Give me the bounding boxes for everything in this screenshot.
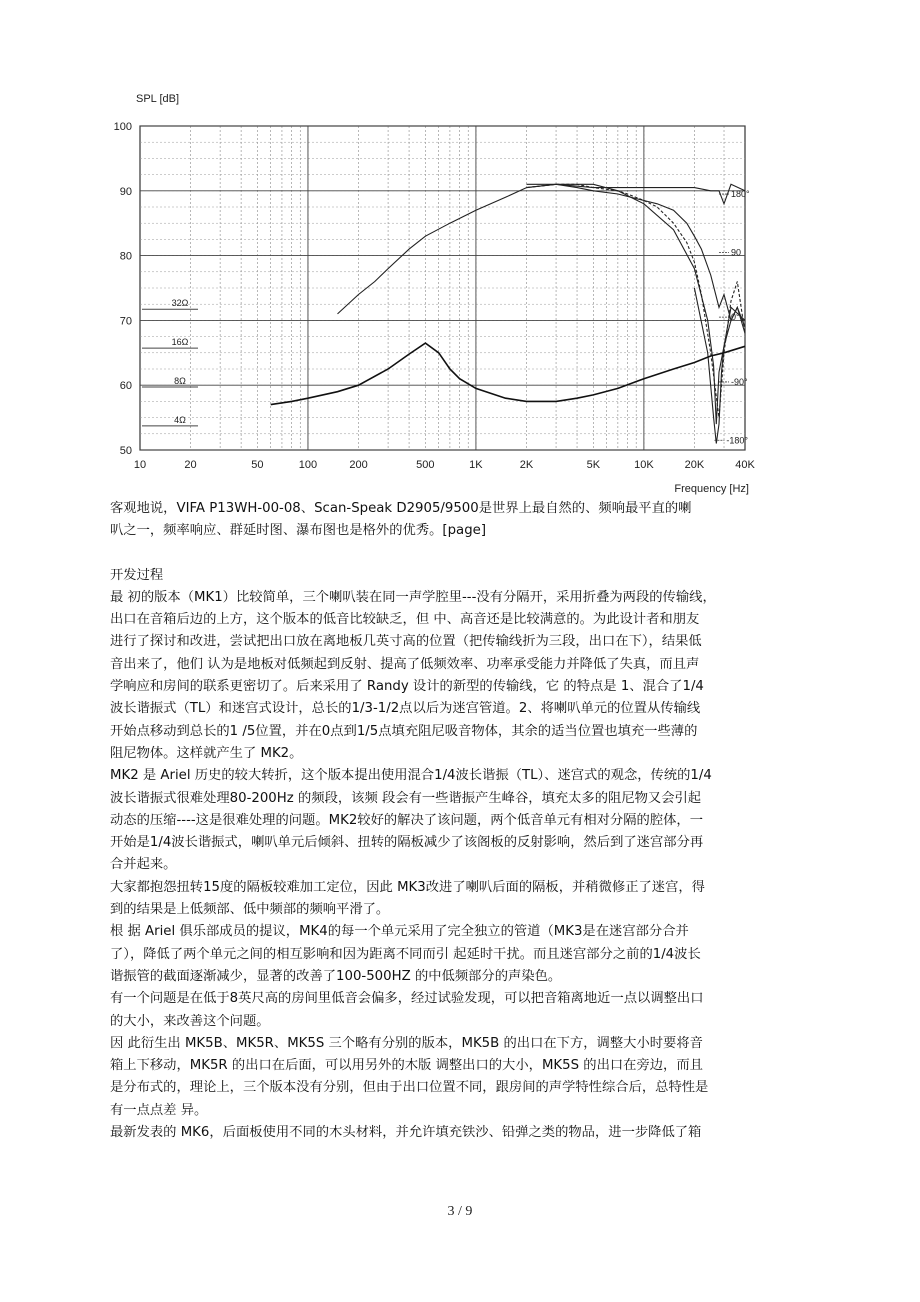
chart-svg — [100, 80, 780, 500]
text-line: 开始点移动到总长的1 /5位置，并在0点到1/5点填充阻尼吸音物体，其余的适当位置也填充一些薄的 — [110, 723, 698, 739]
frequency-response-chart — [100, 80, 780, 500]
y-tick-label: 80 — [119, 250, 132, 263]
y-tick-label: 50 — [119, 445, 132, 457]
text-line: 客观地说，VIFA P13WH-00-08、Scan-Speak D2905/9500是世界上最自然的、频响最平直的喇 — [110, 501, 692, 516]
text-line: 大家都抱怨扭转15度的隔板较难加工定位，因此 MK3改进了喇叭后面的隔板，并稍微修正了迷宫，得 — [110, 879, 705, 895]
text-line: 学响应和房间的联系更密切了。后来采用了 Randy 设计的新型的传输线，它 的特点是 1、混合了1/4 — [110, 679, 704, 695]
text-line: 最 初的版本（MK1）比较简单，三个喇叭装在同一声学腔里---没有分隔开，采用折叠为两段的传输线， — [110, 589, 716, 605]
x-tick-label: 40K — [735, 459, 755, 471]
x-tick-label: 5K — [586, 459, 601, 471]
article-text — [110, 498, 826, 1144]
text-line: 到的结果是上低频部、低中频部的频响平滑了。 — [110, 902, 390, 918]
x-axis-label: Frequency [Hz] — [674, 483, 749, 495]
x-tick-label: 100 — [298, 459, 318, 471]
series-line-3 — [527, 184, 746, 204]
series-label: -90° — [730, 376, 748, 387]
impedance-scale-label: 8Ω — [174, 375, 186, 386]
series-label: 180° — [730, 189, 750, 200]
x-tick-label: 200 — [349, 459, 368, 471]
y-tick-label: 60 — [119, 380, 132, 393]
text-line: MK2 是 Ariel 历史的较大转折，这个版本提出使用混合1/4波长谐振（TL）、迷宫式的观念，传统的1/4 — [110, 768, 712, 784]
text-line: 叭之一，频率响应、群延时图、瀑布图也是格外的优秀。[page] — [110, 523, 487, 539]
x-tick-label: 20K — [684, 459, 705, 471]
text-line: 箱上下移动，MK5R 的出口在后面，可以用另外的木版 调整出口的大小，MK5S 的出口在旁边，而且 — [110, 1058, 703, 1074]
text-line: 动态的压缩----这是很难处理的问题。MK2较好的解决了该问题，两个低音单元有相对分隔的腔体，一 — [110, 812, 704, 828]
series-label: 0° — [730, 312, 740, 323]
y-axis-label: SPL [dB] — [136, 93, 180, 105]
x-tick-label: 20 — [184, 459, 197, 471]
text-line: 的大小，来改善这个问题。 — [110, 1013, 270, 1029]
text-line: 音出来了，他们 认为是地板对低频起到反射、提高了低频效率、功率承受能力并降低了失真，而且声 — [110, 656, 700, 672]
text-line: 最新发表的 MK6，后面板使用不同的木头材料，并允许填充铁沙、铅弹之类的物品，进一步降低了箱 — [110, 1125, 702, 1141]
impedance-scale-label: 32Ω — [171, 298, 189, 309]
text-line: 开发过程 — [110, 567, 164, 583]
page-number: 3 / 9 — [447, 1204, 473, 1219]
text-line: 出口在音箱后边的上方，这个版本的低音比较缺乏，但 中、高音还是比较满意的。为此设计者和朋友 — [110, 612, 700, 628]
y-tick-label: 100 — [113, 121, 132, 133]
series-line-6 — [271, 343, 745, 405]
text-line: 开始是1/4波长谐振式，喇叭单元后倾斜、扭转的隔板减少了该阁板的反射影响，然后到了迷宫部分再 — [110, 835, 704, 851]
text-line: 阻尼物体。这样就产生了 MK2。 — [110, 745, 303, 761]
x-tick-label: 1K — [469, 459, 483, 471]
text-line: 波长谐振式很难处理80-200Hz 的频段，该频 段会有一些谐振产生峰谷，填充太多的阻尼物又会引起 — [110, 790, 702, 806]
text-line: 了），降低了两个单元之间的相互影响和因为距离不同而引 起延时干扰。而且迷宫部分之前的1/4波长 — [110, 946, 701, 962]
series-label: 90 — [730, 247, 741, 258]
text-line: 有一点点差 异。 — [110, 1102, 208, 1118]
text-line: 谐振管的截面逐渐减少，显著的改善了100-500HZ 的中低频部分的声染色。 — [110, 968, 562, 984]
text-line: 波长谐振式（TL）和迷宫式设计，总长的1/3-1/2点以后为迷宫管道。2、将喇叭单元的位置从传输线 — [110, 701, 701, 717]
x-tick-label: 500 — [416, 459, 435, 471]
text-line: 是分布式的，理论上，三个版本没有分别，但由于出口位置不同，跟房间的声学特性综合后，总特性是 — [110, 1080, 709, 1096]
x-tick-label: 2K — [519, 459, 534, 471]
y-tick-label: 70 — [119, 315, 132, 328]
x-tick-label: 10 — [133, 459, 147, 471]
text-line: 根 据 Ariel 俱乐部成员的提议，MK4的每一个单元采用了完全独立的管道（MK3是在迷宫部分合并 — [110, 924, 689, 940]
series-label: -180° — [726, 435, 749, 446]
x-tick-label: 50 — [251, 459, 264, 471]
text-line: 进行了探讨和改进，尝试把出口放在离地板几英寸高的位置（把传输线折为三段，出口在下），结果低 — [110, 634, 702, 650]
plot-frame — [140, 126, 745, 450]
text-line: 因 此衍生出 MK5B、MK5R、MK5S 三个略有分别的版本，MK5B 的出口在下方，调整大小时要将音 — [110, 1035, 703, 1051]
series-line-2 — [527, 184, 746, 417]
y-tick-label: 90 — [119, 185, 132, 198]
x-tick-label: 10K — [634, 459, 654, 471]
text-line: 合并起来。 — [110, 857, 177, 873]
text-line: 有一个问题是在低于8英尺高的房间里低音会偏多，经过试验发现，可以把音箱离地近一点以调整出口 — [110, 991, 704, 1007]
impedance-scale-label: 16Ω — [171, 337, 189, 348]
impedance-scale-label: 4Ω — [174, 414, 186, 425]
